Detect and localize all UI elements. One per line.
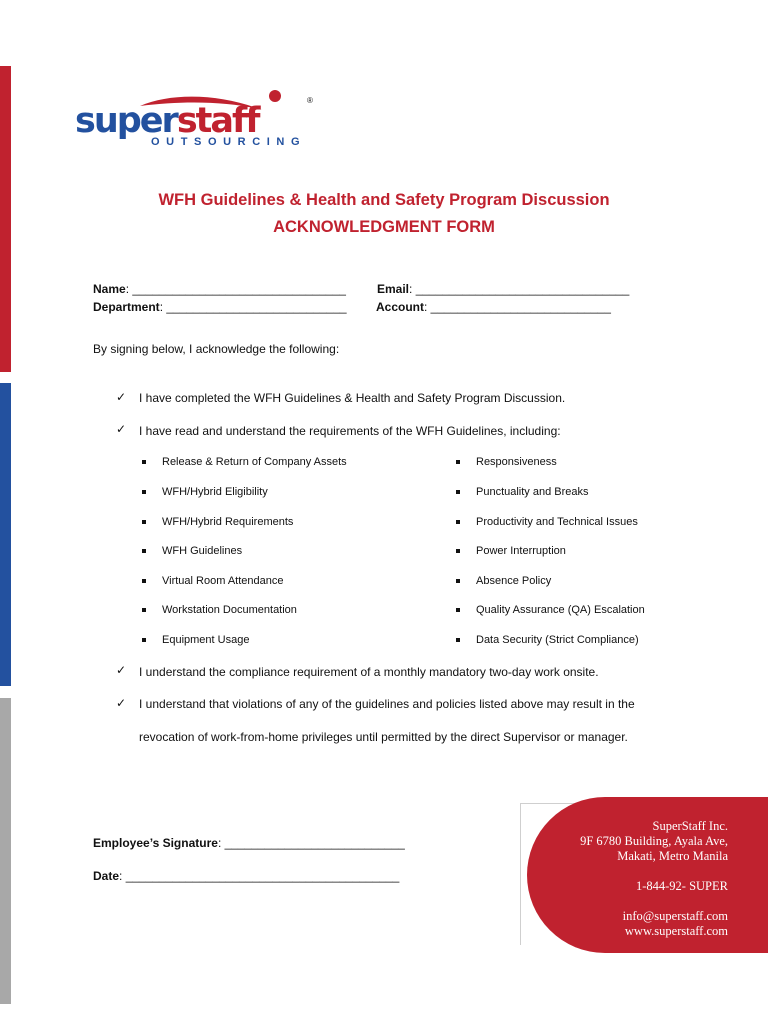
guideline-item: Responsiveness: [476, 456, 557, 468]
guideline-item: Data Security (Strict Compliance): [476, 634, 639, 646]
footer-company: SuperStaff Inc.: [652, 819, 728, 833]
account-line[interactable]: ___________________________: [430, 300, 611, 314]
department-label: Department: [93, 300, 160, 314]
logo-wordmark: [75, 102, 258, 140]
guideline-item: Absence Policy: [476, 575, 551, 587]
side-accent-gray: [0, 698, 11, 1004]
contact-card: [527, 797, 768, 953]
intro-text: By signing below, I acknowledge the following:: [93, 342, 340, 356]
account-label: Account: [376, 300, 424, 314]
logo-word-super: super: [75, 101, 177, 141]
footer-frame-line: [520, 803, 521, 945]
department-field[interactable]: Department: ___________________________: [93, 300, 347, 314]
logo-subtitle: OUTSOURCING: [151, 136, 307, 148]
acknowledgment-item-continued: revocation of work-from-home privileges until permitted by the direct Supervisor or manager.: [139, 730, 628, 744]
acknowledgment-item: I have read and understand the requirements of the WFH Guidelines, including:: [139, 424, 561, 438]
name-label: Name: [93, 282, 126, 296]
footer-email[interactable]: info@superstaff.com: [622, 909, 728, 923]
date-label: Date: [93, 869, 120, 883]
signature-line[interactable]: ___________________________: [224, 836, 405, 850]
guideline-item: WFH/Hybrid Requirements: [162, 516, 293, 528]
bullet-icon: [456, 579, 460, 583]
bullet-icon: [142, 520, 146, 524]
guideline-item: Punctuality and Breaks: [476, 486, 589, 498]
guideline-item: Power Interruption: [476, 545, 566, 557]
bullet-icon: [456, 460, 460, 464]
acknowledgment-item: I understand the compliance requirement of a monthly mandatory two-day work onsite.: [139, 665, 599, 679]
guideline-item: Virtual Room Attendance: [162, 575, 283, 587]
signature-label: Employee’s Signature: [93, 836, 218, 850]
footer-address-line2: Makati, Metro Manila: [617, 849, 728, 863]
bullet-icon: [456, 608, 460, 612]
bullet-icon: [456, 638, 460, 642]
bullet-icon: [142, 638, 146, 642]
bullet-icon: [142, 608, 146, 612]
footer-website[interactable]: www.superstaff.com: [624, 924, 728, 938]
date-field[interactable]: Date: _________________________________________: [93, 869, 400, 883]
guideline-item: WFH/Hybrid Eligibility: [162, 486, 268, 498]
name-line[interactable]: ________________________________: [132, 282, 346, 296]
guideline-item: Equipment Usage: [162, 634, 249, 646]
footer-address-line1: 9F 6780 Building, Ayala Ave,: [580, 834, 728, 848]
email-line[interactable]: ________________________________: [415, 282, 630, 296]
email-label: Email: [377, 282, 410, 296]
department-line[interactable]: ___________________________: [166, 300, 347, 314]
acknowledgment-item: I understand that violations of any of the guidelines and policies listed above may result in the: [139, 697, 635, 711]
name-field[interactable]: Name: ________________________________: [93, 282, 346, 296]
check-icon: ✓: [116, 422, 127, 436]
guideline-item: Workstation Documentation: [162, 604, 297, 616]
bullet-icon: [142, 579, 146, 583]
bullet-icon: [142, 549, 146, 553]
acknowledgment-item: I have completed the WFH Guidelines & Health and Safety Program Discussion.: [139, 391, 566, 405]
guideline-item: Release & Return of Company Assets: [162, 456, 347, 468]
logo-registered: ®: [307, 96, 313, 105]
bullet-icon: [142, 460, 146, 464]
email-field[interactable]: Email: ________________________________: [377, 282, 630, 296]
check-icon: ✓: [116, 390, 127, 404]
signature-field[interactable]: Employee’s Signature: ___________________________: [93, 836, 405, 850]
guideline-item: WFH Guidelines: [162, 545, 242, 557]
guideline-item: Productivity and Technical Issues: [476, 516, 638, 528]
guideline-item: Quality Assurance (QA) Escalation: [476, 604, 645, 616]
logo-word-staff: staff: [176, 101, 259, 141]
form-subtitle: ACKNOWLEDGMENT FORM: [273, 218, 495, 236]
side-accent-blue: [0, 383, 11, 686]
bullet-icon: [142, 490, 146, 494]
footer-phone[interactable]: 1-844-92- SUPER: [635, 879, 728, 893]
check-icon: ✓: [116, 663, 127, 677]
account-field[interactable]: Account: ___________________________: [376, 300, 611, 314]
date-line[interactable]: _________________________________________: [125, 869, 400, 883]
superstaff-logo: [72, 88, 322, 152]
bullet-icon: [456, 520, 460, 524]
bullet-icon: [456, 549, 460, 553]
form-title: WFH Guidelines & Health and Safety Program Discussion: [158, 191, 610, 209]
check-icon: ✓: [116, 696, 127, 710]
bullet-icon: [456, 490, 460, 494]
